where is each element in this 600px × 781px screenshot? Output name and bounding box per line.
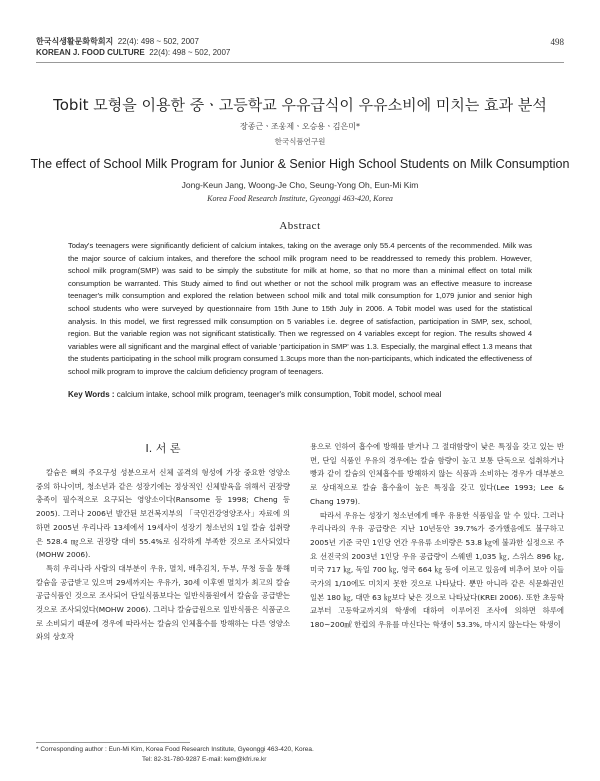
body-column-right bbox=[310, 440, 564, 632]
title-korean: Tobit 모형을 이용한 중ㆍ고등학교 우유급식이 우유소비에 미치는 효과 분석 bbox=[53, 96, 547, 114]
paragraph: 따라서 우유는 성장기 청소년에게 매우 유용한 식품임을 알 수 있다. 그러나 우리나라의 우유 공급량은 지난 10년동안 39.7%가 증가했음에도 불구하고 2005년 기준 국민 1인당 연간 우유류 소비량은 53.8 ㎏에 불과한 실정으로 주요 선진국의 2003년 1인당 우유 공급량이 스웨덴 1,035 ㎏, 스위스 896 ㎏, 미국 717 ㎏, 독일 700 ㎏, 영국 664 ㎏ 등에 이르고 있음에 비추어 보아 이들 국가의 1/10에도 미치지 못한 것으로 나타났다. 뿐만 아니라 같은 식문화권인 일본 180 ㎏, 대만 63 ㎏보다 낮은 것으로 나타났다(KREI 2006). 또한 초등학교부터 고등학교까지의 학생에 대하여 이루어진 조사에 의하면 하루에 180~200㎖ 한컵의 우유를 마신다는 학생이 53.3%, 마시지 않는다는 학생이 bbox=[310, 510, 564, 630]
keywords bbox=[68, 390, 532, 399]
journal-name-en: KOREAN J. FOOD CULTURE bbox=[36, 48, 145, 57]
paragraph: 칼슘은 뼈의 주요구성 성분으로서 신체 골격의 형성에 가장 중요한 영양소 중의 하나이며, 청소년과 같은 성장기에는 정상적인 신체발육을 위해서 권장량 충족이 필수적으로 요구되는 영양소이다(Ransome 등 1998; Cheng 등 2005). 그러나 2006년 발간된 보건복지부의 「국민건강영양조사」자료에 의하면 2005년 우리나라 13세에서 19세사이 성장기 청소년의 1일 칼슘 섭취량은 528.4 ㎎으로 권장량 대비 55.4%로 심각하게 부족한 것으로 조사되었다(MOHW 2006). bbox=[36, 468, 290, 560]
journal-ref-ko: 22(4): 498 ~ 502, 2007 bbox=[117, 37, 199, 46]
keywords-text: calcium intake, school milk program, teenager's milk consumption, Tobit model, school meal bbox=[116, 390, 442, 399]
authors-english: Jong-Keun Jang, Woong-Je Cho, Seung-Yong Oh, Eun-Mi Kim bbox=[181, 180, 419, 190]
footnote-contact: Tel: 82-31-780-9287 E-mail: kem@kfri.re.kr bbox=[142, 756, 267, 763]
running-header bbox=[36, 36, 230, 58]
authors-korean: 장종근ㆍ조웅제ㆍ오승용ㆍ김은미* bbox=[240, 122, 360, 131]
footnote-author: * Corresponding author : Eun-Mi Kim, Korea Food Research Institute, Gyeonggi 463-420, Korea. bbox=[36, 746, 314, 753]
abstract-body: Today's teenagers were significantly deficient of calcium intakes, taking on the average only 55.4 percents of the recommended. Milk was the major source of calcium intakes, and therefore the school milk program need to be readdressed to remedy this problem. However, school milk program(SMP) was said to be simply the substitute for milk at home, so that no more than a minimal effect on total milk consumption be warranted. This Study aimed to find out whether or not the school milk program was an effective measure to increase teenager's milk consumption and explored the relation between school milk and total milk consumption for 1,079 junior and senior high school students who were surveyed by questionnaire from 15th June to 15th July in 2006. A Tobit model was used for the statistical analysis. In this model, we first regressed milk consumption on 5 variables i.e. degree of satisfaction, participation in SMP, sex, school, region. But the variable region was not significant statistically. Then we regressed on 4 variables except for region. The results showed 4 variables were all significant and the marginal effect of variable 'participation in SMP' was 1.3. Especially, the marginal effect 1.3 means that the students participating in the school milk program consumed 1.3cups more than the non-participants, which indicated the effectiveness of school milk program to improve the calcium deficiency program of teenagers. bbox=[68, 241, 532, 376]
paragraph: 특히 우리나라 사람의 대부분이 우유, 멸치, 배추김치, 두부, 무청 등을 통해 칼슘을 공급받고 있으며 29세까지는 우유가, 30세 이후엔 멸치가 최고의 칼슘 공급식품인 것으로 조사되어 단일식품보다는 일반식품원에서 칼슘을 공급받는 것으로 조사되었다(MOHW 2006). 그러나 칼슘급원으로 일반식품은 식품군으로 소비되기 때문에 경우에 따라서는 칼슘의 인체흡수를 방해하는 다른 영양소와의 상호작 bbox=[36, 563, 290, 642]
page-number: 498 bbox=[550, 37, 564, 47]
affiliation-korean: 한국식품연구원 bbox=[274, 137, 326, 146]
paragraph: 용으로 인하여 흡수에 방해를 받거나 그 절대함량이 낮은 특징을 갖고 있는 반면, 단일 식품인 우유의 경우에는 칼슘 함량이 높고 보통 단독으로 섭취하거나 빵과 같이 칼슘의 인체흡수를 방해하지 않는 식품과 소비하는 경우가 대부분으로 상대적으로 칼슘 흡수율이 높은 특징을 갖고 있다(Lee 1993; Lee & Chang 1979). bbox=[310, 442, 564, 506]
footnote bbox=[36, 745, 564, 765]
body-column-left bbox=[36, 466, 290, 644]
journal-ref-en: 22(4): 498 ~ 502, 2007 bbox=[149, 48, 231, 57]
header-rule bbox=[36, 62, 564, 63]
journal-name-ko: 한국식생활문화학회지 bbox=[36, 37, 114, 46]
section-heading-introduction: I. 서 론 bbox=[145, 442, 181, 455]
keywords-label: Key Words : bbox=[68, 390, 115, 399]
affiliation-english: Korea Food Research Institute, Gyeonggi 463-420, Korea bbox=[207, 194, 393, 203]
footnote-rule bbox=[36, 742, 190, 743]
title-english: The effect of School Milk Program for Junior & Senior High School Students on Milk Consumption bbox=[30, 157, 570, 171]
abstract-heading: Abstract bbox=[279, 220, 321, 232]
